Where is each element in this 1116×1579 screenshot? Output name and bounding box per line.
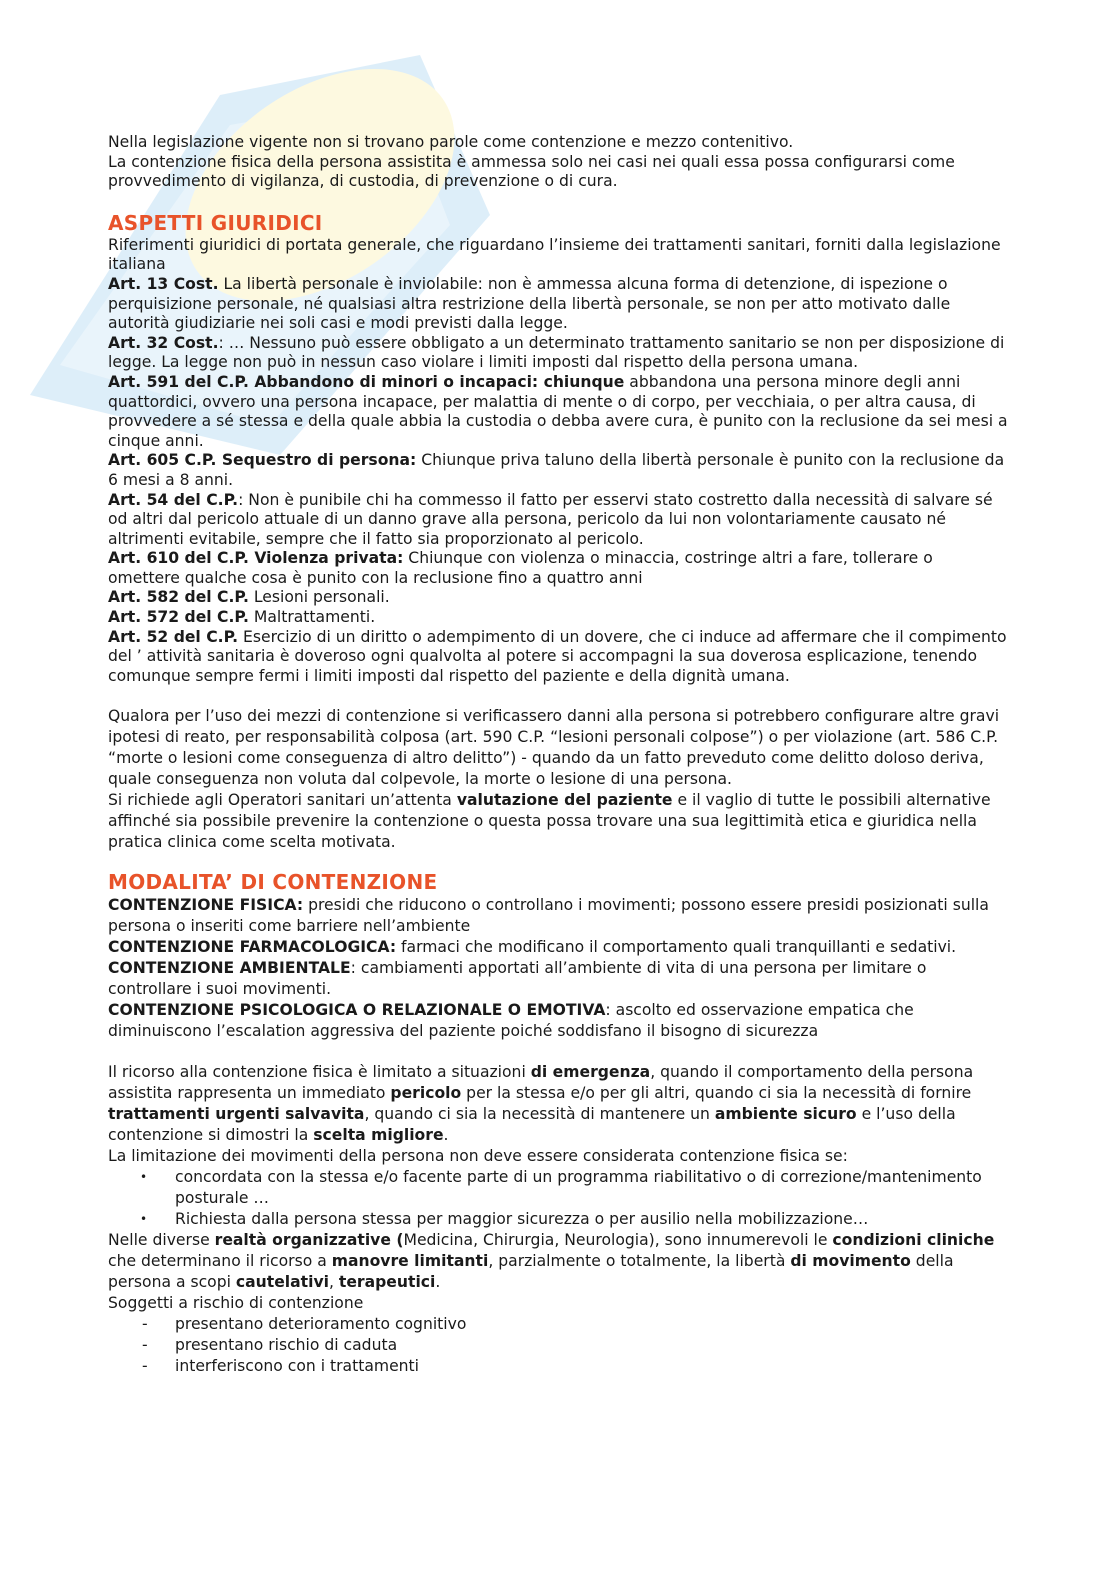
qualora-paragraph: Qualora per l’uso dei mezzi di contenzione si verificassero danni alla persona si potrebbero configurare altre gravi ipotesi di reato, per responsabilità colposa (art. 590 C.P. “lesioni personali colpose”) o per violazione (art. 586 C.P. “morte o lesioni come conseguenza di altro delitto”) - quando da un fatto preveduto come delitto doloso deriva, quale conseguenza non voluta dal colpevole, la morte o lesione di una persona. [108,707,1000,789]
heading-modalita-contenzione: MODALITA’ DI CONTENZIONE [108,870,438,895]
article-item [108,451,1008,490]
heading-aspetti-giuridici: ASPETTI GIURIDICI [108,210,323,235]
article-item [108,549,1008,588]
article-item [108,373,1008,451]
article-item [108,491,1008,550]
article-item [108,275,1008,334]
intro-line-2: La contenzione fisica della persona assistita è ammessa solo nei casi nei quali essa possa configurarsi come provvedimento di vigilanza, di custodia, di prevenzione o di cura. [108,152,955,191]
article-item [108,628,1008,687]
article-ref: Art. 591 del C.P. Abbandono di minori o incapaci: chiunque [108,372,625,391]
contenzione-item: CONTENZIONE AMBIENTALE: cambiamenti apportati all’ambiente di vita di una persona per limitare o controllare i suoi movimenti. [108,959,927,999]
article-item [108,608,1008,628]
article-text: Chiunque priva taluno della libertà personale è punito con la reclusione da 6 mesi a 8 anni. [108,451,1005,489]
article-ref: Art. 582 del C.P. [108,588,249,607]
articles-list [108,275,1008,686]
soggetti-dash-list [108,1314,1008,1377]
article-text: La libertà personale è inviolabile: non è ammessa alcuna forma di detenzione, di ispezione o perquisizione personale, né qualsiasi altra restrizione della libertà personale, se non per atto motivato dalle autorità giudiziarie nei soli casi e modi previsti dalla legge. [108,274,951,333]
limitazione-bullet-list [108,1167,1008,1230]
aspetti-intro: Riferimenti giuridici di portata generale, che riguardano l’insieme dei trattamenti sanitari, forniti dalla legislazione italiana [108,235,1001,274]
article-ref: Art. 572 del C.P. [108,608,249,627]
contenzione-item: CONTENZIONE FISICA: presidi che riducono o controllano i movimenti; possono essere presidi posizionati sulla persona o inseriti come barriere nell’ambiente [108,896,989,936]
article-text: abbandona una persona minore degli anni quattordici, ovvero una persona incapace, per malattia di mente o di corpo, per vecchiaia, o per altra causa, di provvedere a sé stessa e della quale abbia la custodia o debba avere cura, è punito con la reclusione da sei mesi a cinque anni. [108,372,1008,450]
contenzione-item: CONTENZIONE FARMACOLOGICA: farmaci che modificano il comportamento quali tranquillanti e sedativi. [108,938,957,957]
list-item: - presentano rischio di caduta [108,1335,1008,1356]
list-item: • Richiesta dalla persona stessa per maggior sicurezza o per ausilio nella mobilizzazione… [108,1209,1008,1230]
article-ref: Art. 52 del C.P. [108,627,239,646]
article-ref: Art. 32 Cost. [108,333,219,352]
contenzione-types [108,895,1008,1042]
intro-line-1: Nella legislazione vigente non si trovano parole come contenzione e mezzo contenitivo. [108,133,794,151]
article-ref: Art. 54 del C.P. [108,490,239,509]
richiede-paragraph: Si richiede agli Operatori sanitari un’attenta valutazione del paziente e il vaglio di tutte le possibili alternative affinché sia possibile prevenire la contenzione o questa possa trovare una sua legittimità etica e giuridica nella pratica clinica come scelta motivata. [108,791,991,852]
article-text: : Non è punibile chi ha commesso il fatto per esservi stato costretto dalla necessità di salvare sé od altri dal pericolo attuale di un danno grave alla persona, pericolo da lui non volontariamente causato né altrimenti evitabile, sempre che il fatto sia proporzionato al pericolo. [108,490,993,548]
document-body [108,133,1008,1377]
article-text: Esercizio di un diritto o adempimento di un dovere, che ci induce ad affermare che il compimento del ’ attività sanitaria è doveroso ogni qualvolta al potere si accompagni la sua doverosa esplicazione, tenendo comunque sempre fermi i limiti imposti dal rispetto del paziente e della dignità umana. [108,627,1007,685]
list-item: - presentano deterioramento cognitivo [108,1314,1008,1335]
list-item: - interferiscono con i trattamenti [108,1356,1008,1377]
article-item [108,588,1008,608]
article-text: Maltrattamenti. [248,608,376,627]
article-item [108,334,1008,373]
article-text: : … Nessuno può essere obbligato a un determinato trattamento sanitario se non per disposizione di legge. La legge non può in nessun caso violare i limiti imposti dal rispetto della persona umana. [108,333,1005,372]
soggetti-heading: Soggetti a rischio di contenzione [108,1294,364,1313]
list-item: • concordata con la stessa e/o facente parte di un programma riabilitativo o di correzione/mantenimento posturale … [108,1167,1008,1209]
article-text: Lesioni personali. [248,588,390,607]
article-ref: Art. 605 C.P. Sequestro di persona: [108,451,417,470]
article-ref: Art. 610 del C.P. Violenza privata: [108,549,404,568]
article-ref: Art. 13 Cost. [108,274,219,293]
contenzione-item: CONTENZIONE PSICOLOGICA O RELAZIONALE O EMOTIVA: ascolto ed osservazione empatica che diminuiscono l’escalation aggressiva del paziente poiché soddisfano il bisogno di sicurezza [108,1001,914,1041]
limitazione-paragraph: La limitazione dei movimenti della persona non deve essere considerata contenzione fisica se: [108,1147,848,1166]
realta-paragraph: Nelle diverse realtà organizzative (Medicina, Chirurgia, Neurologia), sono innumerevoli le condizioni cliniche che determinano il ricorso a manovre limitanti, parzialmente o totalmente, la libertà di movimento della persona a scopi cautelativi, terapeutici. [108,1231,995,1292]
article-text: Chiunque con violenza o minaccia, costringe altri a fare, tollerare o omettere qualche cosa è punito con la reclusione fino a quattro anni [108,549,933,587]
ricorso-paragraph: Il ricorso alla contenzione fisica è limitato a situazioni di emergenza, quando il comportamento della persona assistita rappresenta un immediato pericolo per la stessa e/o per gli altri, quando ci sia la necessità di fornire trattamenti urgenti salvavita, quando ci sia la necessità di mantenere un ambiente sicuro e l’uso della contenzione si dimostri la scelta migliore. [108,1063,974,1145]
